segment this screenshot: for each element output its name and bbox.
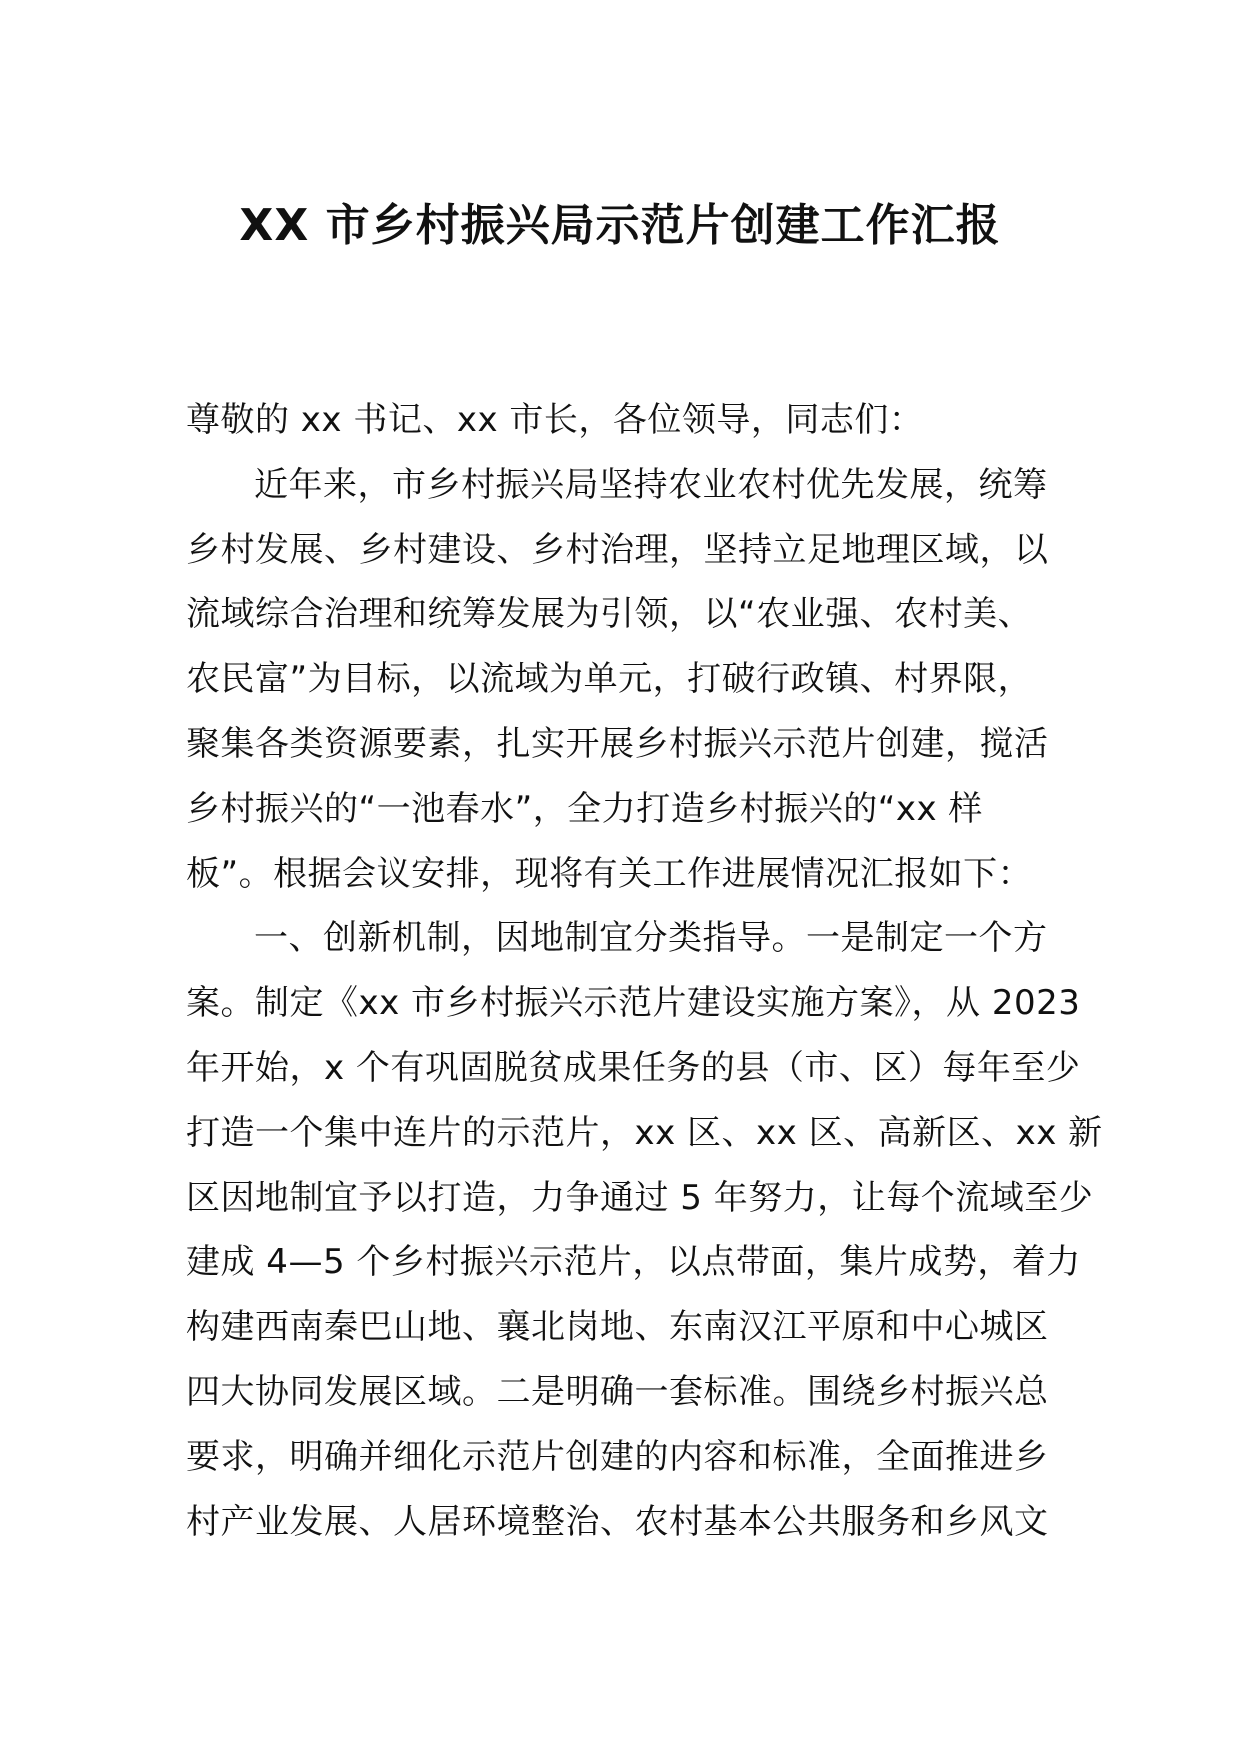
body-line: 区因地制宜予以打造，力争通过 5 年努力，让每个流域至少 (186, 1177, 1094, 1218)
body-line: 打造一个集中连片的示范片，xx 区、xx 区、高新区、xx 新 (186, 1112, 1103, 1153)
body-line: 年开始，x 个有巩固脱贫成果任务的县（市、区）每年至少 (186, 1047, 1081, 1088)
body-line: 建成 4—5 个乡村振兴示范片，以点带面，集片成势，着力 (186, 1242, 1081, 1283)
body-line: 近年来，市乡村振兴局坚持农业农村优先发展，统筹 (254, 464, 1048, 505)
body-line: 案。制定《xx 市乡村振兴示范片建设实施方案》，从 2023 (186, 983, 1081, 1024)
body-line: 农民富”为目标，以流域为单元，打破行政镇、村界限， (186, 659, 1033, 700)
body-line: 村产业发展、人居环境整治、农村基本公共服务和乡风文 (186, 1501, 1049, 1542)
body-line: 乡村振兴的“一池春水”，全力打造乡村振兴的“xx 样 (186, 788, 983, 829)
body-line: 流域综合治理和统筹发展为引领，以“农业强、农村美、 (186, 594, 1033, 635)
body-line: 乡村发展、乡村建设、乡村治理，坚持立足地理区域，以 (186, 529, 1049, 570)
body-line: 四大协同发展区域。二是明确一套标准。围绕乡村振兴总 (186, 1371, 1049, 1412)
body-line: 要求，明确并细化示范片创建的内容和标准，全面推进乡 (186, 1436, 1049, 1477)
body-line: 聚集各类资源要素，扎实开展乡村振兴示范片创建，搅活 (186, 723, 1049, 764)
document-body (186, 388, 1103, 1554)
body-line: 一、创新机制，因地制宜分类指导。一是制定一个方 (254, 918, 1048, 959)
body-line: 构建西南秦巴山地、襄北岗地、东南汉江平原和中心城区 (186, 1307, 1049, 1348)
body-line: 尊敬的 xx 书记、xx 市长，各位领导，同志们： (186, 400, 924, 440)
document-title: XX 市乡村振兴局示范片创建工作汇报 (239, 200, 1001, 251)
body-line: 板”。根据会议安排，现将有关工作进展情况汇报如下： (186, 853, 1033, 894)
